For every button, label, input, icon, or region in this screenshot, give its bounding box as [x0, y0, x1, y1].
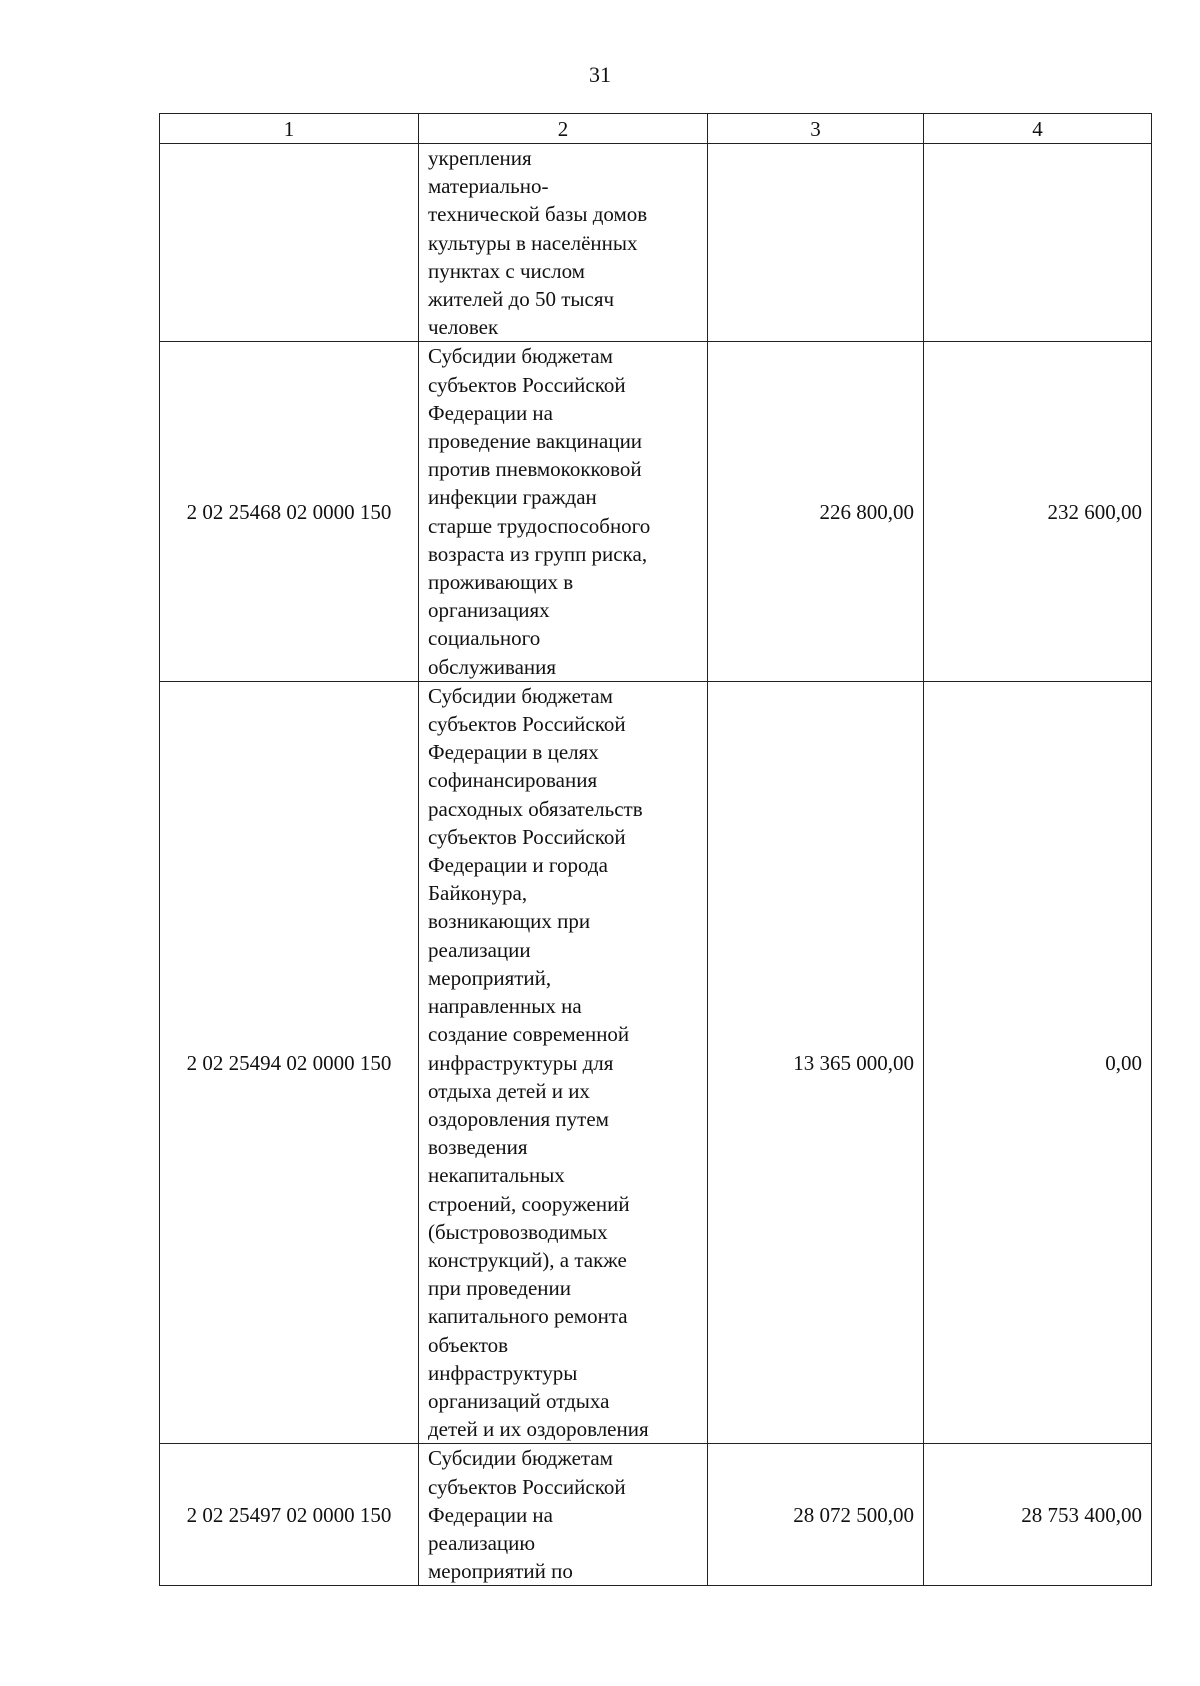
description-line: реализацию: [428, 1530, 536, 1555]
description-line: субъектов Российской: [428, 712, 626, 737]
description-line: культуры в населённых: [428, 230, 638, 255]
budget-code-cell: 2 02 25468 02 0000 150: [160, 342, 419, 681]
description-cell: [419, 681, 708, 1443]
description-line: мероприятий по: [428, 1559, 573, 1584]
description-line: объектов: [428, 1332, 509, 1357]
description-line: отдыха детей и их: [428, 1078, 590, 1103]
description-line: проживающих в: [428, 570, 574, 595]
description-line: реализации: [428, 937, 531, 962]
table-body: [160, 144, 1152, 1586]
table-row: [160, 681, 1152, 1443]
description-line: при проведении: [428, 1276, 572, 1301]
description-line: социального: [428, 626, 541, 651]
description-line: конструкций), а также: [428, 1247, 627, 1272]
description-line: расходных обязательств: [428, 796, 643, 821]
description-line: Субсидии бюджетам: [428, 683, 613, 708]
description-line: инфраструктуры: [428, 1360, 578, 1385]
description-line: организациях: [428, 598, 550, 623]
amount-col3-cell: 13 365 000,00: [708, 681, 924, 1443]
description-line: человек: [428, 315, 499, 340]
description-line: Субсидии бюджетам: [428, 344, 613, 369]
description-line: жителей до 50 тысяч: [428, 287, 615, 312]
description-line: проведение вакцинации: [428, 429, 643, 454]
description-line: Федерации на: [428, 400, 553, 425]
description-line: материально-: [428, 174, 549, 199]
description-line: технической базы домов: [428, 202, 648, 227]
description-line: субъектов Российской: [428, 372, 626, 397]
amount-col4-cell: [924, 144, 1152, 342]
budget-code-cell: [160, 144, 419, 342]
amount-col4-cell: 28 753 400,00: [924, 1444, 1152, 1586]
description-line: старше трудоспособного: [428, 513, 651, 538]
description-line: направленных на: [428, 994, 582, 1019]
description-line: субъектов Российской: [428, 1474, 626, 1499]
description-line: инфраструктуры для: [428, 1050, 614, 1075]
budget-code-cell: 2 02 25494 02 0000 150: [160, 681, 419, 1443]
page-number: 31: [589, 62, 611, 87]
description-line: Федерации на: [428, 1502, 553, 1527]
column-header-2: 2: [419, 114, 708, 144]
amount-col3-cell: 28 072 500,00: [708, 1444, 924, 1586]
description-line: Субсидии бюджетам: [428, 1446, 613, 1471]
amount-col4-cell: 232 600,00: [924, 342, 1152, 681]
description-line: возраста из групп риска,: [428, 541, 648, 566]
description-line: возникающих при: [428, 909, 591, 934]
description-line: субъектов Российской: [428, 824, 626, 849]
description-line: против пневмококковой: [428, 457, 642, 482]
column-header-3: 3: [708, 114, 924, 144]
description-line: детей и их оздоровления: [428, 1417, 649, 1442]
description-line: Федерации в целях: [428, 740, 599, 765]
budget-code-cell: 2 02 25497 02 0000 150: [160, 1444, 419, 1586]
description-line: возведения: [428, 1135, 528, 1160]
description-line: капитального ремонта: [428, 1304, 628, 1329]
description-line: создание современной: [428, 1022, 630, 1047]
description-line: мероприятий,: [428, 965, 552, 990]
description-line: инфекции граждан: [428, 485, 597, 510]
description-line: организаций отдыха: [428, 1388, 610, 1413]
description-line: Федерации и города: [428, 853, 608, 878]
table-row: [160, 342, 1152, 681]
description-line: Байконура,: [428, 881, 528, 906]
description-line: обслуживания: [428, 654, 557, 679]
table-row: [160, 1444, 1152, 1586]
description-line: строений, сооружений: [428, 1191, 630, 1216]
description-line: укрепления: [428, 146, 532, 170]
budget-table: [159, 113, 1152, 1586]
amount-col4-cell: 0,00: [924, 681, 1152, 1443]
description-cell: [419, 144, 708, 342]
column-header-4: 4: [924, 114, 1152, 144]
table-header-row: [160, 114, 1152, 144]
description-line: пунктах с числом: [428, 258, 585, 283]
description-cell: [419, 1444, 708, 1586]
description-cell: [419, 342, 708, 681]
amount-col3-cell: [708, 144, 924, 342]
description-line: софинансирования: [428, 768, 598, 793]
column-header-1: 1: [160, 114, 419, 144]
description-line: некапитальных: [428, 1163, 565, 1188]
table-row: [160, 144, 1152, 342]
description-line: (быстровозводимых: [428, 1219, 608, 1244]
description-line: оздоровления путем: [428, 1106, 609, 1131]
amount-col3-cell: 226 800,00: [708, 342, 924, 681]
